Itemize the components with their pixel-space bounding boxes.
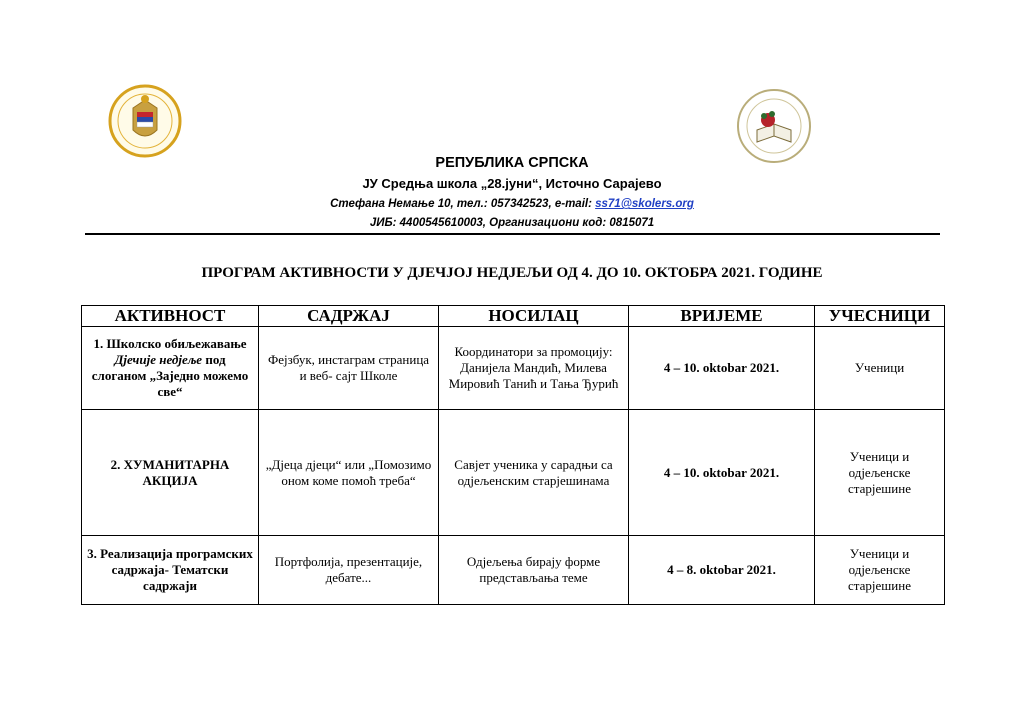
holder-cell: Координатори за промоцију: Данијела Мандић, Милева Мировић Танић и Тања Ђурић (439, 327, 629, 410)
content-cell: „Дјеца дјеци“ или „Помозимо оном коме помоћ треба“ (259, 410, 439, 536)
activity-cell: 3. Реализација програмских садржаја- Тематски садржаји (82, 536, 259, 605)
time-cell: 4 – 8. oktobar 2021. (629, 536, 815, 605)
activity-cell (82, 327, 259, 410)
content-cell: Фејзбук, инстаграм страница и веб- сајт Школе (259, 327, 439, 410)
time-cell: 4 – 10. oktobar 2021. (629, 327, 815, 410)
table-row (82, 327, 945, 410)
school-name: ЈУ Средња школа „28.јуни“, Источно Сарајево (362, 176, 662, 191)
activity-text: 1. Школско обиљежавање (93, 336, 247, 351)
document-title: ПРОГРАМ АКТИВНОСТИ У ДЈЕЧЈОЈ НЕДЈЕЉИ ОД 4. ДО 10. OKTOБРА 2021. ГОДИНЕ (201, 265, 823, 281)
content-cell: Портфолија, презентације, дебате... (259, 536, 439, 605)
holder-cell: Савјет ученика у сарадњи са одјељенским старјешинама (439, 410, 629, 536)
table-row (82, 410, 945, 536)
address-text: Стефана Немање 10, тел.: 057342523, e-mail: (330, 198, 596, 210)
header-content: САДРЖАЈ (259, 306, 439, 327)
email-link[interactable]: ss71@skolers.org (595, 198, 694, 210)
header-holder: НОСИЛАЦ (439, 306, 629, 327)
school-ids: ЈИБ: 4400545610003, Организациони код: 0815071 (369, 217, 655, 229)
header-time: ВРИЈЕМЕ (629, 306, 815, 327)
header-participants: УЧЕСНИЦИ (815, 306, 945, 327)
participants-cell: Ученици и одјељенске старјешине (815, 536, 945, 605)
participants-cell: Ученици и одјељенске старјешине (815, 410, 945, 536)
activity-italic-text: Дјечије недјеље (114, 352, 203, 367)
header-activity: АКТИВНОСТ (82, 306, 259, 327)
program-table (81, 305, 945, 605)
time-cell: 4 – 10. oktobar 2021. (629, 410, 815, 536)
holder-cell: Одјељења бирају форме представљања теме (439, 536, 629, 605)
activity-cell: 2. ХУМАНИТАРНА АКЦИЈА (82, 410, 259, 536)
table-header-row (82, 306, 945, 327)
header-divider (85, 233, 940, 235)
activity-text-end: под слоганом „Заједно можемо све“ (91, 352, 249, 399)
republic-heading: РЕПУБЛИКА СРПСКА (435, 155, 589, 171)
school-seal-icon (735, 88, 813, 164)
table-row (82, 536, 945, 605)
school-address (0, 198, 1024, 210)
republika-srpska-seal-icon (104, 84, 186, 158)
participants-cell: Ученици (815, 327, 945, 410)
